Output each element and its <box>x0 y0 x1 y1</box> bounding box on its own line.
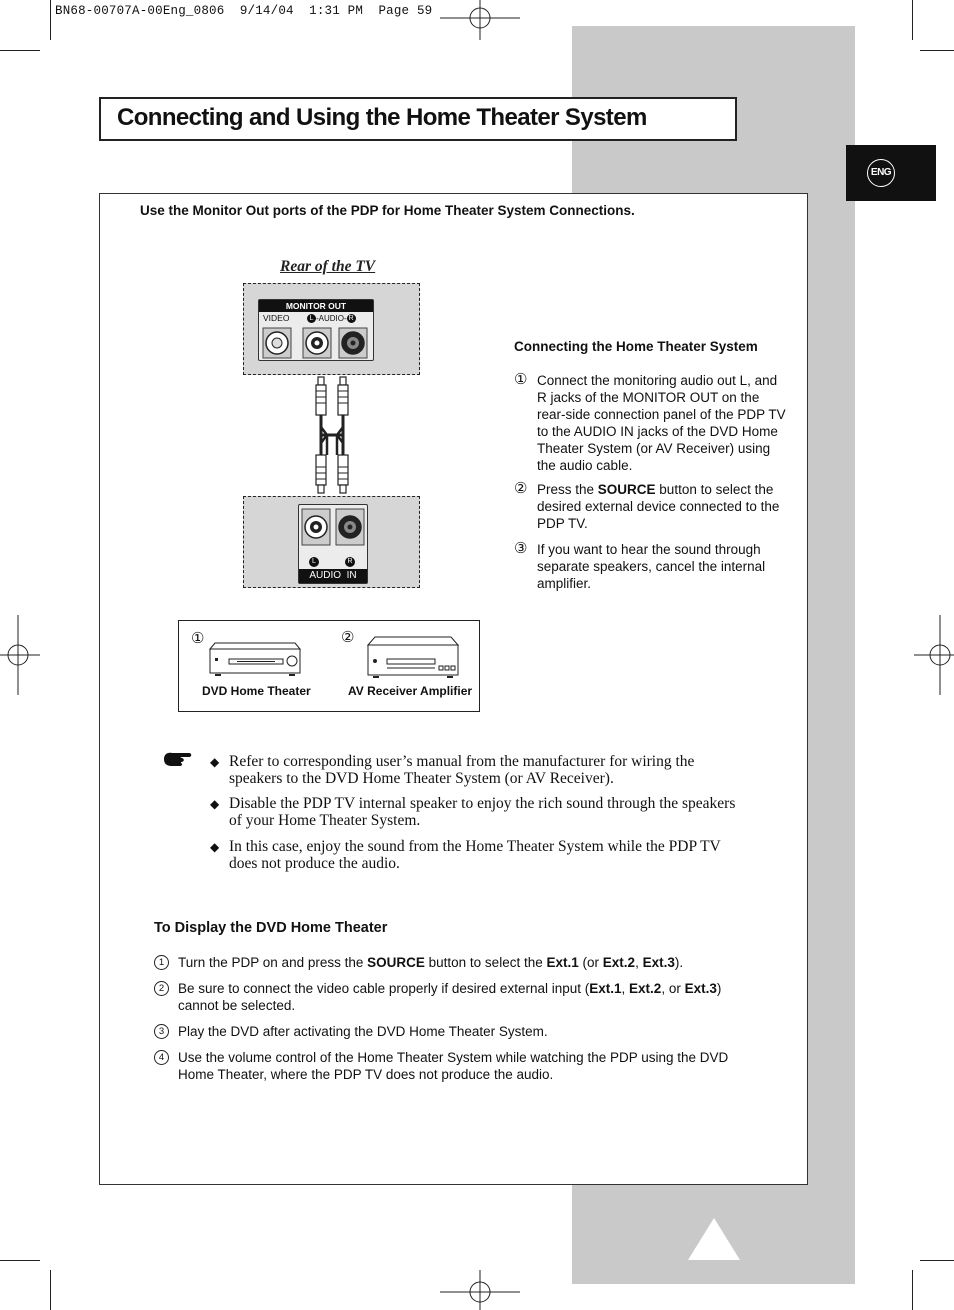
audio-label-group <box>307 313 369 324</box>
step-number: 1 <box>154 955 169 970</box>
page-title: Connecting and Using the Home Theater System <box>117 104 647 131</box>
step-text: Connect the monitoring audio out L, and R jacks of the MONITOR OUT on the rear-side connection panel of the PDP TV to the AUDIO IN jacks of the DVD Home Theater System (or AV Receiver) using the audio cable. <box>537 373 786 473</box>
intro-text: Use the Monitor Out ports of the PDP for Home Theater System Connections. <box>140 203 635 218</box>
audio-in-label: AUDIO IN <box>299 569 367 583</box>
audio-cable <box>305 375 355 497</box>
step-number: ③ <box>514 539 528 557</box>
connect-step <box>514 541 784 593</box>
device-2-label: AV Receiver Amplifier <box>348 684 473 698</box>
note-text: Disable the PDP TV internal speaker to enjoy the rich sound through the speakers of your Home Theater System. <box>229 795 736 829</box>
display-step <box>154 955 754 973</box>
audio-r-mark: R <box>348 315 354 323</box>
audio-l-mark: L <box>307 314 316 323</box>
rear-of-tv-label: Rear of the TV <box>280 258 376 275</box>
language-badge: ENG <box>867 159 895 187</box>
monitor-out-label: MONITOR OUT <box>259 300 373 312</box>
step-number: ① <box>514 370 528 388</box>
step-text: Turn the PDP on and press the SOURCE button to select the Ext.1 (or Ext.2, Ext.3). <box>178 955 684 970</box>
registration-mark-left <box>0 615 40 695</box>
bullet-diamond-icon: ◆ <box>210 840 220 854</box>
registration-mark-top <box>440 0 520 40</box>
language-tab <box>846 145 936 201</box>
note-text: In this case, enjoy the sound from the Home Theater System while the PDP TV does not produce the audio. <box>229 838 721 872</box>
note-item <box>210 753 750 789</box>
audio-in-l-mark: L <box>309 557 319 567</box>
title-box <box>99 97 737 141</box>
monitor-out-jacks <box>259 326 373 360</box>
device-2-number: ② <box>341 628 355 646</box>
registration-mark-bottom <box>440 1270 520 1310</box>
monitor-out-block <box>258 299 374 361</box>
connect-step <box>514 481 784 533</box>
step-text: Be sure to connect the video cable properly if desired external input (Ext.1, Ext.2, or Ext.3) cannot be selected. <box>178 981 722 1013</box>
note-item <box>210 795 750 831</box>
display-dvd-title: To Display the DVD Home Theater <box>154 920 388 936</box>
dvd-player-icon <box>207 641 303 677</box>
display-step <box>154 1050 754 1084</box>
audio-in-jacks <box>299 505 367 553</box>
devices-box <box>178 620 480 712</box>
step-number: 2 <box>154 981 169 996</box>
display-step <box>154 981 754 1015</box>
connect-title: Connecting the Home Theater System <box>514 339 758 354</box>
step-text: Play the DVD after activating the DVD Home Theater System. <box>178 1024 548 1039</box>
bullet-diamond-icon: ◆ <box>210 797 220 811</box>
device-1-number: ① <box>191 629 205 647</box>
display-step <box>154 1024 754 1042</box>
step-text: Press the SOURCE button to select the desired external device connected to the PDP TV. <box>537 482 780 531</box>
step-number: 3 <box>154 1024 169 1039</box>
note-text: Refer to corresponding user’s manual from the manufacturer for wiring the speakers to the DVD Home Theater System (or AV Receiver). <box>229 753 695 787</box>
step-number: ② <box>514 479 528 497</box>
audio-label: -AUDIO- <box>316 314 347 323</box>
print-header: BN68-00707A-00Eng_0806 9/14/04 1:31 PM Page 59 <box>55 4 433 18</box>
av-receiver-icon <box>365 635 461 679</box>
audio-in-r-mark: R <box>345 557 355 567</box>
bullet-diamond-icon: ◆ <box>210 755 220 769</box>
page-triangle-icon <box>686 1218 742 1262</box>
audio-in-panel <box>243 496 420 588</box>
pointing-hand-icon <box>163 750 193 768</box>
note-item <box>210 838 750 874</box>
connect-step <box>514 372 784 472</box>
device-1-label: DVD Home Theater <box>202 684 311 698</box>
audio-in-block <box>298 504 368 584</box>
monitor-out-panel <box>243 283 420 375</box>
step-text: If you want to hear the sound through separate speakers, cancel the internal amplifier. <box>537 542 766 591</box>
step-text: Use the volume control of the Home Theater System while watching the PDP using the DVD Home Theater, where the PDP TV does not produce the audio. <box>178 1050 729 1082</box>
video-label: VIDEO <box>263 313 290 323</box>
registration-mark-right <box>914 615 954 695</box>
step-number: 4 <box>154 1050 169 1065</box>
